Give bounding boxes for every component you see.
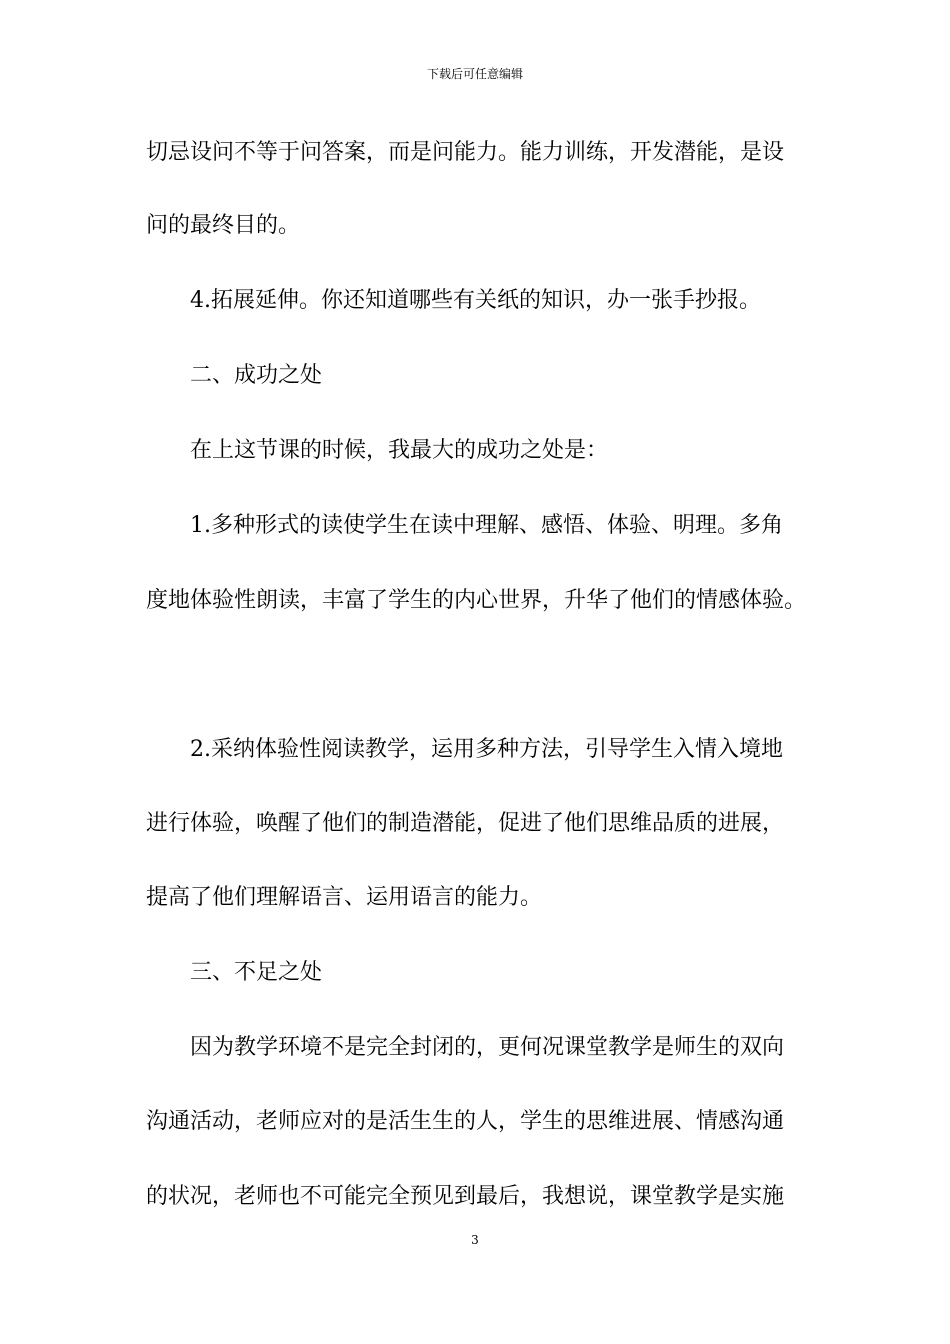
body-line-8: 2.采纳体验性阅读教学，运用多种方法，引导学生入情入境地 [190, 737, 783, 762]
body-line-9: 进行体验，唤醒了他们的制造潜能，促进了他们思维品质的进展， [146, 811, 785, 836]
section-heading-success: 二、成功之处 [190, 363, 323, 388]
body-line-14: 的状况，老师也不可能完全预见到最后，我想说，课堂教学是实施 [146, 1184, 785, 1209]
body-line-7: 度地体验性朗读，丰富了学生的内心世界，升华了他们的情感体验。 [146, 588, 807, 613]
body-line-13: 沟通活动，老师应对的是活生生的人，学生的思维进展、情感沟通 [146, 1109, 785, 1134]
body-line-2: 问的最终目的。 [146, 213, 301, 238]
body-line-6: 1.多种形式的读使学生在读中理解、感悟、体验、明理。多角 [190, 513, 783, 538]
body-line-5: 在上这节课的时候，我最大的成功之处是： [190, 438, 609, 463]
body-line-3: 4.拓展延伸。你还知道哪些有关纸的知识，办一张手抄报。 [190, 288, 761, 313]
section-heading-shortcomings: 三、不足之处 [190, 960, 323, 985]
page-header: 下载后可任意编辑 [426, 67, 523, 81]
body-line-10: 提高了他们理解语言、运用语言的能力。 [146, 885, 543, 910]
body-line-1: 切忌设问不等于问答案，而是问能力。能力训练，开发潜能，是设 [146, 140, 785, 165]
page-number: 3 [471, 1233, 479, 1247]
body-line-12: 因为教学环境不是完全封闭的，更何况课堂教学是师生的双向 [190, 1035, 785, 1060]
